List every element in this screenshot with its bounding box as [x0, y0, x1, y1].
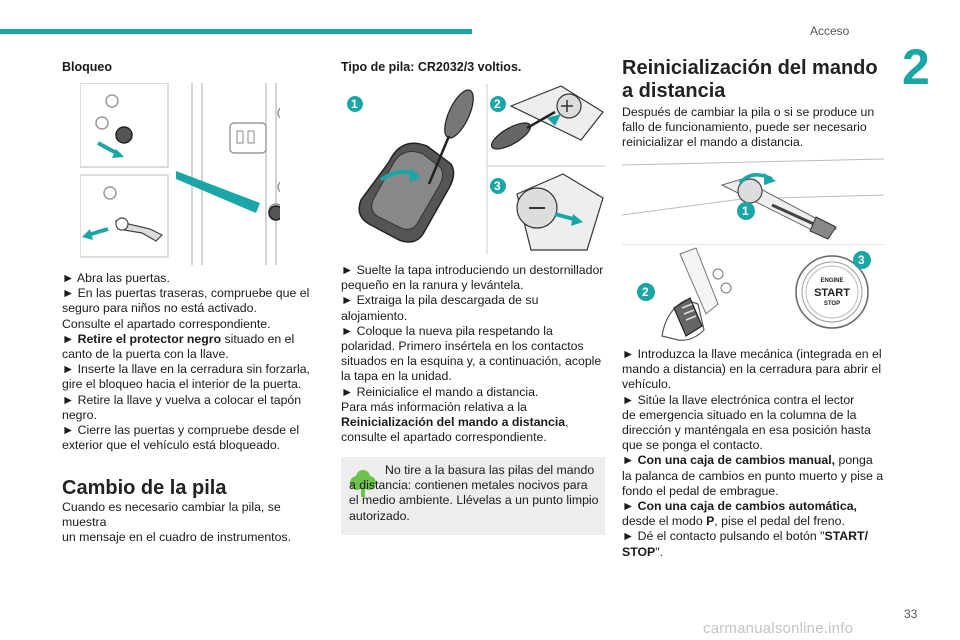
watermark: carmanualsonline.info — [703, 620, 854, 637]
text-line — [622, 362, 884, 377]
text-fragment: exterior que el vehículo está bloqueado. — [62, 438, 281, 453]
text-line — [62, 408, 324, 423]
text-fragment: mando a distancia) en la cerradura para abrir el — [622, 362, 882, 377]
figure-door-lock — [80, 83, 280, 265]
fig-badge-1: 1 — [742, 204, 749, 218]
text-fragment: que se ponga el contacto. — [622, 438, 763, 453]
col1-instructions — [62, 271, 324, 453]
bold-fragment: Reinicialización del mando a distancia — [341, 415, 566, 430]
text-line — [622, 469, 884, 484]
text-line — [622, 514, 884, 529]
text-fragment: , — [565, 415, 569, 430]
text-line — [341, 263, 605, 278]
header-accent-bar — [0, 29, 472, 34]
text-fragment: ponga — [835, 453, 873, 468]
text-fragment: canto de la puerta con la llave. — [62, 347, 229, 362]
text-fragment: dirección y manténgala en esa posición hasta — [622, 423, 871, 438]
text-fragment: la tapa en la unidad. — [341, 369, 452, 384]
text-line — [341, 430, 605, 445]
fig-badge-1: 1 — [351, 97, 358, 111]
text-line — [622, 484, 884, 499]
text-fragment: ► Introduzca la llave mecánica (integrada en el — [622, 347, 882, 361]
figure-start-stop — [622, 244, 884, 342]
text-line — [62, 362, 324, 377]
pila-intro-text — [62, 500, 324, 546]
text-fragment: situados en la esquina y, a continuación, acople — [341, 354, 602, 369]
text-line — [62, 438, 324, 453]
text-fragment: ". — [655, 544, 664, 559]
text-line — [622, 408, 884, 423]
text-fragment: pequeño en la ranura y levántela. — [341, 278, 524, 293]
figure-battery-change — [341, 84, 605, 254]
note-text: No tire a la basura las pilas del mando a distancia: contienen metales nocivos para el medio ambiente. Llévelas a un punto limpio autorizado. — [349, 463, 599, 523]
text-line — [341, 309, 605, 324]
fig-badge-2: 2 — [642, 285, 649, 299]
text-fragment: ► Reinicialice el mando a distancia. — [341, 384, 539, 399]
pila-intro-line: Cuando es necesario cambiar la pila, se muestra — [62, 500, 281, 530]
section-title: Acceso — [810, 24, 850, 38]
heading-line: Reinicialización del mando — [622, 57, 878, 79]
text-line — [622, 545, 884, 560]
heading-line: a distancia — [622, 80, 726, 102]
text-line — [622, 453, 884, 468]
text-fragment: ► Retire la llave y vuelva a colocar el tapón — [62, 392, 302, 407]
text-line — [62, 271, 324, 286]
col2-instructions — [341, 263, 605, 445]
text-fragment: ► Abra las puertas. — [62, 271, 170, 285]
text-fragment: ► Inserte la llave en la cerradura sin forzarla, — [62, 362, 310, 377]
text-fragment: fondo el pedal de embrague. — [622, 483, 779, 498]
text-line — [62, 377, 324, 392]
button-label-engine: ENGINE — [820, 278, 844, 284]
text-fragment: ► Coloque la nueva pila respetando la — [341, 323, 553, 338]
text-line — [62, 347, 324, 362]
text-line — [341, 400, 605, 415]
text-fragment: de emergencia situado en la columna de la — [622, 407, 857, 422]
bold-fragment: ► Con una caja de cambios automática, — [622, 499, 857, 514]
text-line — [341, 415, 605, 430]
text-fragment: Consulte el apartado correspondiente. — [62, 316, 271, 331]
fig-badge-3: 3 — [858, 253, 865, 267]
reinit-intro-line: fallo de funcionamiento, puede ser necesario — [622, 120, 867, 135]
text-line — [622, 393, 884, 408]
text-line — [341, 324, 605, 339]
text-fragment: polaridad. Primero insértela en los contactos — [341, 339, 584, 354]
text-line — [622, 347, 884, 362]
text-line — [341, 385, 605, 400]
text-line — [341, 339, 605, 354]
text-fragment: desde el modo — [622, 514, 707, 529]
text-line — [62, 286, 324, 301]
button-label-start: START — [814, 287, 850, 299]
text-fragment: ► Dé el contacto pulsando el botón " — [622, 529, 825, 544]
page-number: 33 — [904, 607, 918, 621]
text-fragment: ► Suelte la tapa introduciendo un destornillador — [341, 263, 604, 277]
col3-instructions — [622, 347, 884, 560]
fig-badge-3: 3 — [494, 179, 501, 193]
reinit-intro-line: reinicializar el mando a distancia. — [622, 135, 804, 150]
heading-bloqueo: Bloqueo — [62, 60, 112, 74]
heading-reinicializacion — [622, 57, 878, 103]
text-line — [622, 529, 884, 544]
text-fragment: ► Extraiga la pila descargada de su — [341, 293, 539, 308]
text-fragment: Para más información relativa a la — [341, 399, 527, 414]
environment-note — [341, 457, 605, 535]
heading-tipo-pila: Tipo de pila: CR2032/3 voltios. — [341, 60, 522, 74]
pila-intro-line: un mensaje en el cuadro de instrumentos. — [62, 530, 291, 545]
bold-fragment: STOP — [622, 544, 656, 559]
text-fragment: ► Sitúe la llave electrónica contra el lector — [622, 392, 855, 407]
text-line — [341, 293, 605, 308]
figure-mechanical-key — [622, 155, 884, 245]
text-line — [622, 438, 884, 453]
button-label-stop: STOP — [823, 301, 841, 307]
text-line — [62, 393, 324, 408]
bold-fragment: ► Retire el protector negro — [62, 331, 222, 346]
text-fragment: seguro para niños no está activado. — [62, 301, 257, 316]
text-fragment: negro. — [62, 407, 97, 422]
text-fragment: la palanca de cambios en punto muerto y pise a — [622, 468, 884, 483]
text-line — [622, 423, 884, 438]
chapter-number: 2 — [902, 39, 930, 95]
text-line — [622, 499, 884, 514]
text-fragment: alojamiento. — [341, 308, 408, 323]
text-line — [622, 377, 884, 392]
text-fragment: situado en el — [221, 331, 295, 346]
reinit-intro-line: Después de cambiar la pila o si se produce un — [622, 105, 875, 119]
text-line — [62, 423, 324, 438]
text-line — [62, 332, 324, 347]
text-fragment: gire el bloqueo hacia el interior de la puerta. — [62, 377, 302, 392]
bold-fragment: P — [706, 514, 715, 529]
heading-cambio-pila: Cambio de la pila — [62, 477, 227, 499]
text-line — [341, 278, 605, 293]
text-fragment: vehículo. — [622, 377, 672, 392]
text-fragment: ► Cierre las puertas y compruebe desde el — [62, 423, 300, 438]
text-line — [341, 369, 605, 384]
text-fragment: , pise el pedal del freno. — [714, 514, 845, 529]
bold-fragment: ► Con una caja de cambios manual, — [622, 453, 836, 468]
text-fragment: consulte el apartado correspondiente. — [341, 430, 547, 445]
fig-badge-2: 2 — [494, 97, 501, 111]
reinit-intro-text — [622, 105, 884, 151]
text-line — [62, 317, 324, 332]
text-line — [341, 354, 605, 369]
text-fragment: ► En las puertas traseras, compruebe que el — [62, 286, 310, 301]
text-line — [62, 301, 324, 316]
bold-fragment: START/ — [824, 529, 868, 544]
